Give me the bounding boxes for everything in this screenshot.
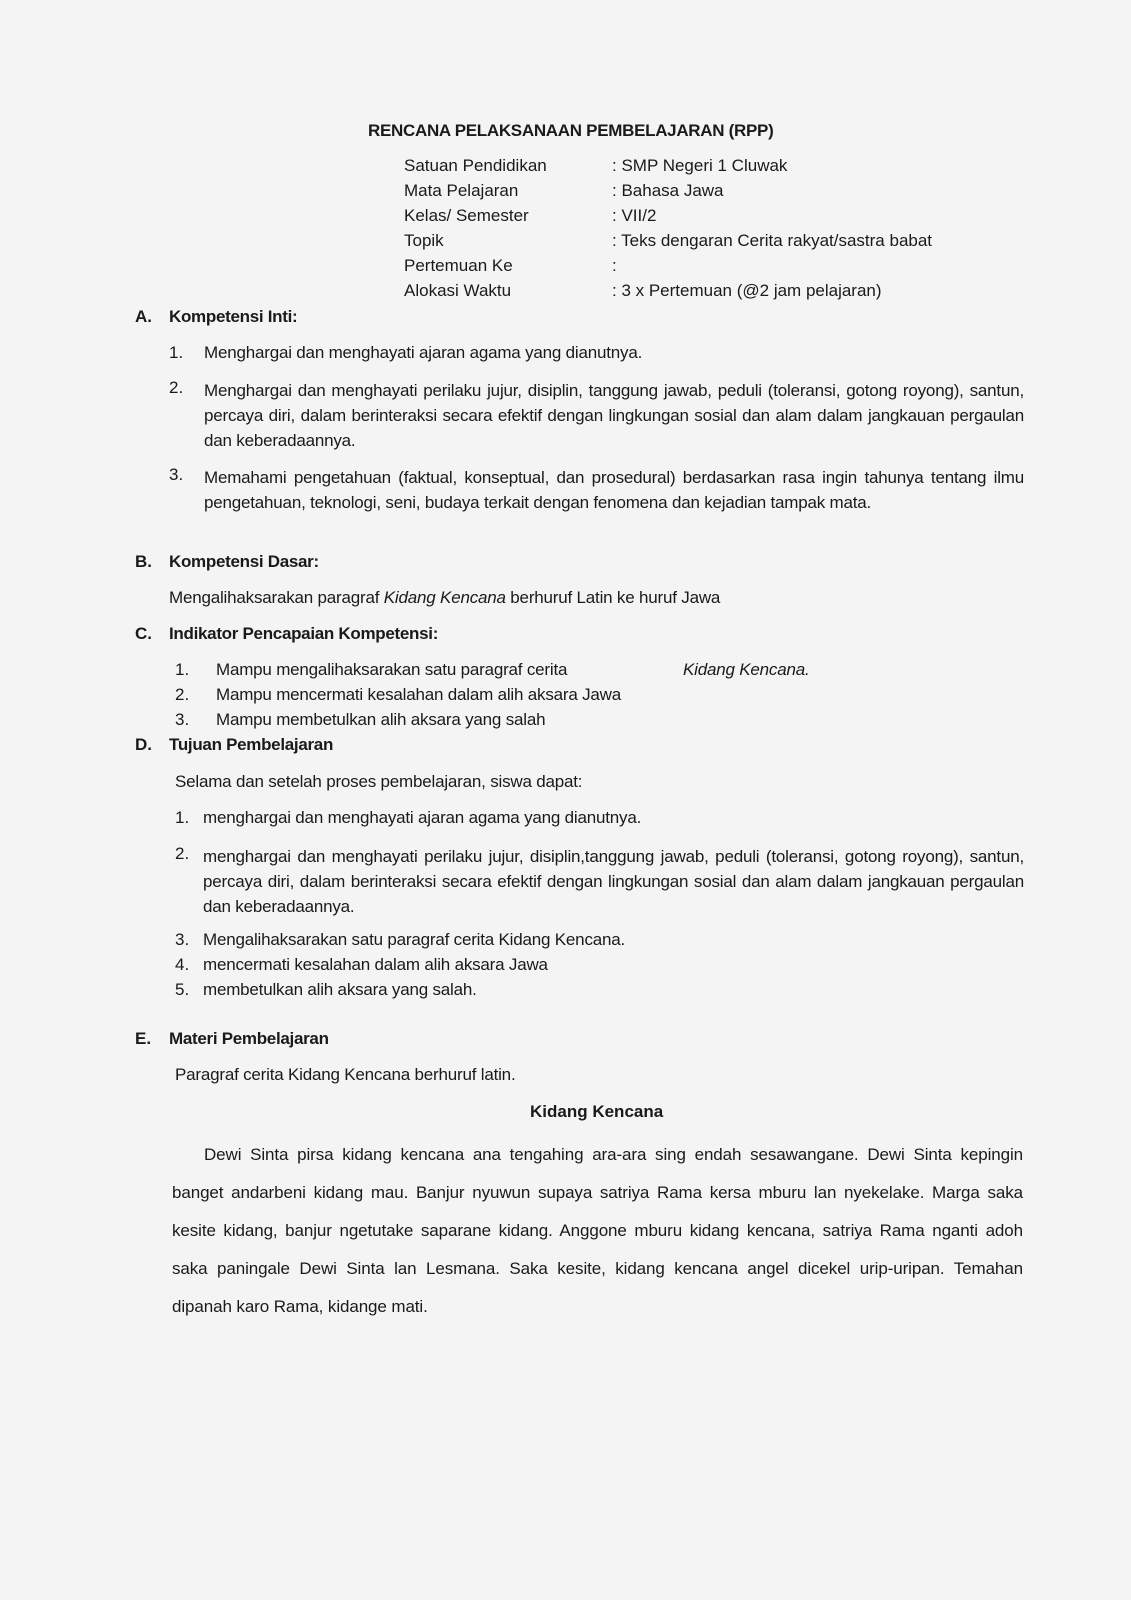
section-e-intro: Paragraf cerita Kidang Kencana berhuruf latin. <box>175 1065 516 1084</box>
meta-label-kelas: Kelas/ Semester <box>404 206 529 225</box>
section-a-title: Kompetensi Inti: <box>169 307 298 326</box>
section-a-item-2-text: Menghargai dan menghayati perilaku jujur, disiplin, tanggung jawab, peduli (toleransi, gotong royong), santun, percaya diri, dalam berinteraksi secara efektif dengan lingkungan sosial dan alam dalam jangkauan pergaulan dan keberadaannya. <box>204 381 1024 450</box>
section-a-item-1-num: 1. <box>169 343 184 362</box>
section-a-item-2-num: 2. <box>169 378 184 397</box>
section-d-item-1-text: menghargai dan menghayati ajaran agama yang dianutnya. <box>203 808 642 827</box>
meta-label-mapel: Mata Pelajaran <box>404 181 519 200</box>
story-paragraph: Dewi Sinta pirsa kidang kencana ana tengahing ara-ara sing endah sesawangane. Dewi Sinta kepingin banget andarbeni kidang mau. Banjur nyuwun supaya satriya Rama kersa mburu lan nyekelake. Marga saka kesite kidang, banjur ngetutake saparane kidang. Anggone mburu kidang kencana, satriya Rama nganti adoh saka paningale Dewi Sinta lan Lesmana. Saka kesite, kidang kencana angel dicekel urip-uripan. Temahan dipanah karo Rama, kidange mati. <box>172 1145 1023 1316</box>
section-d-item-1-num: 1. <box>175 808 190 827</box>
section-c-item-3-text: Mampu membetulkan alih aksara yang salah <box>216 710 546 729</box>
section-a-item-3-text: Memahami pengetahuan (faktual, konseptual, dan prosedural) berdasarkan rasa ingin tahunya tentang ilmu pengetahuan, teknologi, seni, budaya terkait dengan fenomena dan kejadian tampak mata. <box>204 468 1024 512</box>
meta-label-satuan: Satuan Pendidikan <box>404 156 547 175</box>
section-a-letter: A. <box>135 307 152 326</box>
section-d-item-4-num: 4. <box>175 955 190 974</box>
section-b-text <box>169 588 720 608</box>
section-c-item-1-num: 1. <box>175 660 190 679</box>
section-c-title: Indikator Pencapaian Kompetensi: <box>169 624 439 643</box>
section-c-letter: C. <box>135 624 152 643</box>
section-e-letter: E. <box>135 1029 152 1048</box>
story-title: Kidang Kencana <box>530 1102 664 1121</box>
document-title: RENCANA PELAKSANAAN PEMBELAJARAN (RPP) <box>368 121 774 140</box>
section-b-title: Kompetensi Dasar: <box>169 552 319 571</box>
section-c-item-1-italic: Kidang Kencana. <box>683 660 810 679</box>
meta-value-topik: : Teks dengaran Cerita rakyat/sastra babat <box>612 231 933 250</box>
section-a-item-3-num: 3. <box>169 465 184 484</box>
section-e-title: Materi Pembelajaran <box>169 1029 329 1048</box>
meta-label-topik: Topik <box>404 231 444 250</box>
section-d-item-2-text: menghargai dan menghayati perilaku jujur, disiplin,tanggung jawab, peduli (toleransi, gotong royong), santun, percaya diri, dalam berinteraksi secara efektif dengan lingkungan sosial dan alam dalam jangkauan pergaulan dan keberadaannya. <box>203 847 1024 916</box>
section-a-item-1-text: Menghargai dan menghayati ajaran agama yang dianutnya. <box>204 343 643 362</box>
section-d-item-3-num: 3. <box>175 930 190 949</box>
section-c-item-2-text: Mampu mencermati kesalahan dalam alih aksara Jawa <box>216 685 622 704</box>
meta-label-pertemuan: Pertemuan Ke <box>404 256 513 275</box>
meta-value-satuan: : SMP Negeri 1 Cluwak <box>612 156 788 175</box>
section-d-letter: D. <box>135 735 152 754</box>
section-d-item-4-text: mencermati kesalahan dalam alih aksara Jawa <box>203 955 548 974</box>
meta-value-kelas: : VII/2 <box>612 206 657 225</box>
section-c-item-2-num: 2. <box>175 685 190 704</box>
section-c-item-1-text: Mampu mengalihaksarakan satu paragraf cerita <box>216 660 568 679</box>
section-d-item-3-text: Mengalihaksarakan satu paragraf cerita Kidang Kencana. <box>203 930 626 949</box>
section-b-text-after: berhuruf Latin ke huruf Jawa <box>505 588 721 607</box>
section-d-intro: Selama dan setelah proses pembelajaran, siswa dapat: <box>175 772 583 791</box>
section-d-item-5-num: 5. <box>175 980 190 999</box>
section-b-text-before: Mengalihaksarakan paragraf <box>169 588 384 607</box>
meta-value-alokasi: : 3 x Pertemuan (@2 jam pelajaran) <box>612 281 882 300</box>
meta-label-alokasi: Alokasi Waktu <box>404 281 512 300</box>
meta-value-mapel: : Bahasa Jawa <box>612 181 724 200</box>
meta-value-pertemuan: : <box>612 256 617 275</box>
section-b-letter: B. <box>135 552 152 571</box>
section-c-item-3-num: 3. <box>175 710 190 729</box>
section-d-item-2-num: 2. <box>175 844 190 863</box>
section-b-text-italic: Kidang Kencana <box>383 588 506 607</box>
section-d-item-5-text: membetulkan alih aksara yang salah. <box>203 980 477 999</box>
section-d-title: Tujuan Pembelajaran <box>169 735 334 754</box>
